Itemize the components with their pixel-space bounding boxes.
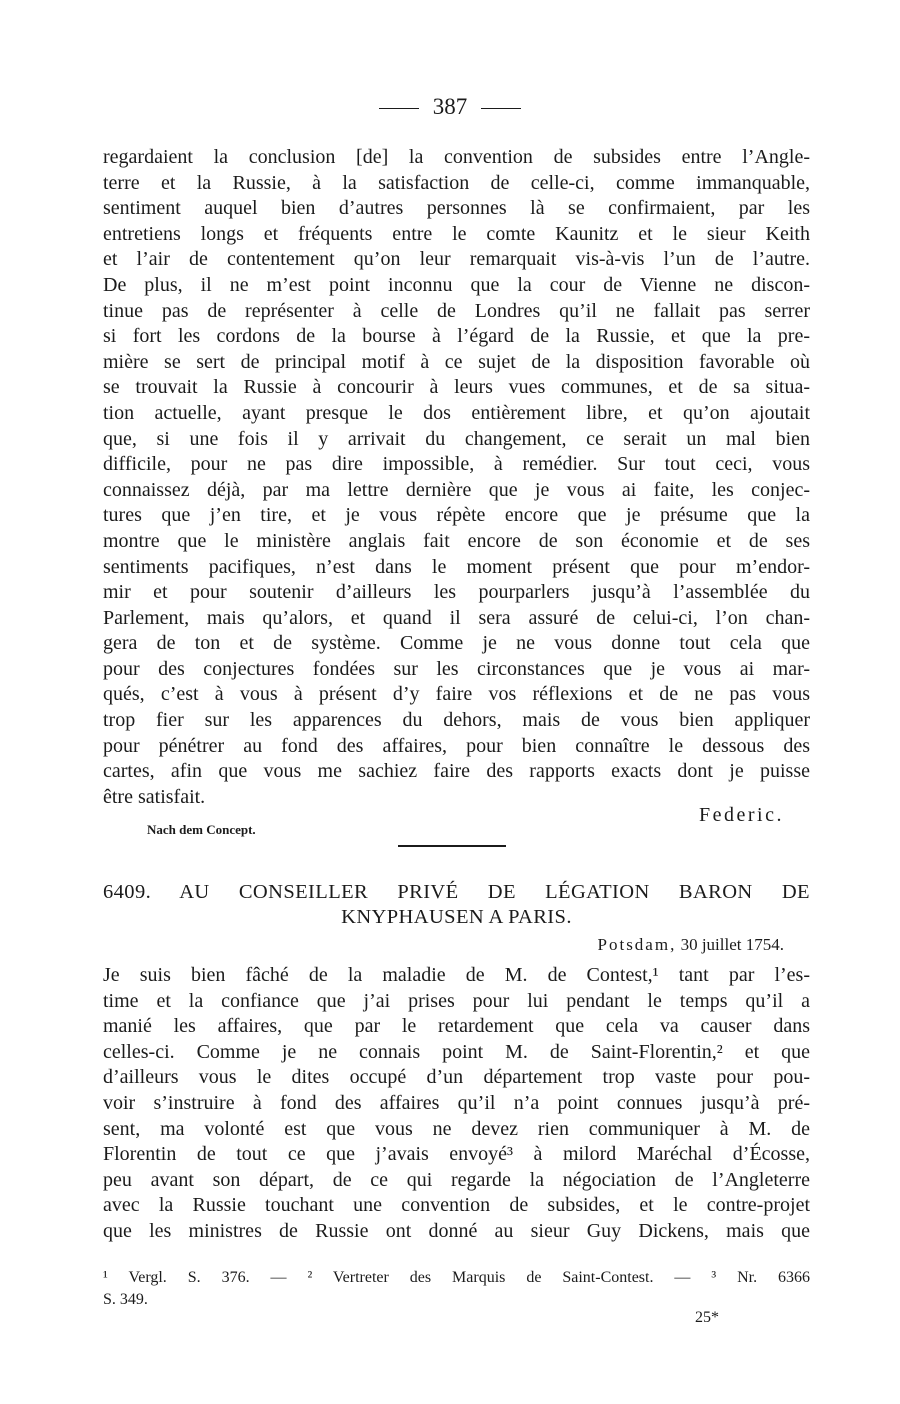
body-line: que, si une fois il y arrivait du changement, ce serait un mal bien — [103, 427, 810, 450]
body-line: avec la Russie touchant une convention de subsides, et le contre-projet — [103, 1194, 810, 1217]
body-line: regardaient la conclusion [de] la convention de subsides entre l’Angle- — [103, 146, 810, 168]
body-line: tion actuelle, ayant presque le dos entièrement libre, et qu’on ajoutait — [103, 401, 810, 424]
body-line: celles-ci. Comme je ne connais point M. de Saint-Florentin,² et que — [103, 1040, 810, 1063]
body-line: connaissez déjà, par ma lettre dernière que je vous ai faite, les conjec- — [103, 478, 810, 501]
body-line: mir et pour soutenir d’ailleurs les pourparlers jusqu’à l’assemblée du — [103, 581, 810, 604]
dateline — [598, 935, 784, 955]
body-line: si fort les cordons de la bourse à l’égard de la Russie, et que la pre- — [103, 325, 810, 348]
body-line: Je suis bien fâché de la maladie de M. de Contest,¹ tant par l’es- — [103, 964, 810, 986]
letter-heading-line2: KNYPHAUSEN A PARIS. — [341, 906, 572, 928]
body-line: manié les affaires, que par le retardement que cela va causer dans — [103, 1015, 810, 1038]
dateline-place: Potsdam, — [597, 935, 677, 954]
body-line: cartes, afin que vous me sachiez faire des rapports exacts dont je puisse — [103, 760, 810, 783]
body-line: qués, c’est à vous à présent d’y faire vos réflexions et de ne pas vous — [103, 683, 810, 706]
letter-number: 6409. — [103, 881, 152, 903]
body-line: peu avant son départ, de ce qui regarde la négociation de l’Angleterre — [103, 1168, 810, 1191]
letter-heading — [103, 880, 810, 930]
letter-heading-line1 — [103, 880, 810, 905]
page-number — [0, 94, 900, 120]
body-line: time et la confiance que j’ai prises pour lui pendant le temps qu’il a — [103, 989, 810, 1012]
body-line: difficile, pour ne pas dire impossible, à remédier. Sur tout ceci, vous — [103, 453, 810, 476]
body-line: que les ministres de Russie ont donné au sieur Guy Dickens, mais que — [103, 1219, 810, 1242]
printer-signature-mark: 25* — [695, 1309, 719, 1326]
body-line: De plus, il ne m’est point inconnu que la cour de Vienne ne discon- — [103, 273, 810, 296]
page-number-dash-right — [481, 108, 521, 109]
body-line: être satisfait. — [103, 785, 206, 808]
footnotes — [103, 1267, 810, 1311]
letter-6409-body — [103, 963, 810, 1245]
footnote-line: ¹ Vergl. S. 376. — ² Vertreter des Marquis de Saint-Contest. — ³ Nr. 6366 — [103, 1269, 810, 1286]
body-line: voir s’instruire à fond des affaires qu’il n’a point connues jusqu’à pré- — [103, 1091, 810, 1114]
body-line: gera de ton et de système. Comme je ne vous donne tout cela que — [103, 632, 810, 655]
page-number-text: 387 — [432, 94, 468, 119]
body-line: Florentin de tout ce que j’avais envoyé³ à milord Maréchal d’Écosse, — [103, 1143, 810, 1166]
body-line: pour pénétrer au fond des affaires, pour bien connaître le dessous des — [103, 734, 810, 757]
letter-heading-title: AU CONSEILLER PRIVÉ DE LÉGATION BARON DE — [179, 881, 810, 903]
body-line: entretiens longs et fréquents entre le comte Kaunitz et le sieur Keith — [103, 222, 810, 245]
footnote-line: S. 349. — [103, 1291, 148, 1308]
body-line: Parlement, mais qu’alors, et quand il sera assuré de celui-ci, l’on chan- — [103, 606, 810, 629]
source-note: Nach dem Concept. — [147, 822, 256, 837]
body-line: trop fier sur les apparences du dehors, mais de vous bien appliquer — [103, 709, 810, 732]
continued-letter-body — [103, 145, 810, 810]
body-line: sent, ma volonté est que vous ne devez rien communiquer à M. de — [103, 1117, 810, 1140]
body-line: terre et la Russie, à la satisfaction de celle-ci, comme immanquable, — [103, 171, 810, 194]
section-divider — [398, 845, 506, 847]
body-line: tinue pas de représenter à celle de Londres qu’il ne fallait pas serrer — [103, 299, 810, 322]
body-line: se trouvait la Russie à concourir à leurs vues communes, et de sa situa- — [103, 376, 810, 399]
body-line: montre que le ministère anglais fait encore de son économie et de ses — [103, 529, 810, 552]
signature: Federic. — [699, 804, 784, 826]
body-line: et l’air de contentement qu’on leur remarquait vis-à-vis l’un de l’autre. — [103, 248, 810, 271]
page-number-dash-left — [379, 108, 419, 109]
body-line: mière se sert de principal motif à ce sujet de la disposition favorable où — [103, 350, 810, 373]
body-line: tures que j’en tire, et je vous répète encore que je présume que la — [103, 504, 810, 527]
body-line: sentiments pacifiques, n’est dans le moment présent que pour m’endor- — [103, 555, 810, 578]
body-line: sentiment auquel bien d’autres personnes là se confirmaient, par les — [103, 197, 810, 220]
body-line: pour des conjectures fondées sur les circonstances que je vous ai mar- — [103, 657, 810, 680]
body-line: d’ailleurs vous le dites occupé d’un département trop vaste pour pou- — [103, 1066, 810, 1089]
dateline-date: 30 juillet 1754. — [680, 935, 784, 954]
